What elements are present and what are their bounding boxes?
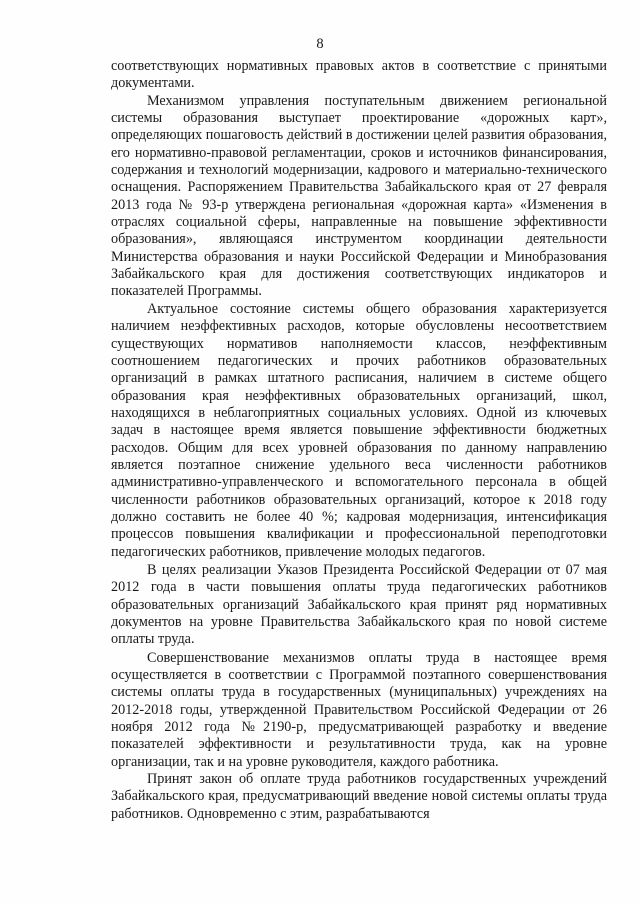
paragraph-continuation: соответствующих нормативных правовых актов в соответствие с принятыми документами. xyxy=(111,58,607,92)
paragraph-current-state: Актуальное состояние системы общего образования характеризуется наличием неэффективных расходов, которые обусловлены несоответствием существующих нормативов наполняемости классов, неэффективным соотношением педагогических и прочих работников образовательных организаций в рамках штатного расписания, наличием в системе общего образования края неэффективных образовательных организаций, школ, находящихся в неблагоприятных социальных условиях. Одной из ключевых задач в настоящее время является повышение эффективности бюджетных расходов. Общим для всех уровней образования по данному направлению является поэтапное снижение удельного веса численности работников административно-управленческого и вспомогательного персонала в общей численности работников образовательных организаций, которое к 2018 году должно составить не более 40 %; кадровая модернизация, интенсификация процессов повышения квалификации и профессиональной переподготовки педагогических работников, привлечение молодых педагогов. xyxy=(111,300,607,560)
paragraph-pay-law: Принят закон об оплате труда работников государственных учреждений Забайкальского края, предусматривающий введение новой системы оплаты труда работников. Одновременно с этим, разрабатываются xyxy=(111,771,607,822)
paragraph-roadmap: Механизмом управления поступательным движением региональной системы образования выступает проектирование «дорожных карт», определяющих пошаговость действий в достижении целей развития образования, его нормативно-правовой регламентации, сроков и источников финансирования, содержания и технологий модернизации, кадрового и материально-технического оснащения. Распоряжением Правительства Забайкальского края от 27 февраля 2013 года № 93-р утверждена региональная «дорожная карта» «Изменения в отраслях социальной сферы, направленные на повышение эффективности образования», являющаяся инструментом координации деятельности Министерства образования и науки Российской Федерации и Минобразования Забайкальского края для достижения соответствующих индикаторов и показателей Программы. xyxy=(111,92,608,300)
paragraph-pay-improvement: Совершенствование механизмов оплаты труда в настоящее время осуществляется в соответствии с Программой поэтапного совершенствования системы оплаты труда в государственных (муниципальных) учреждениях на 2012-2018 годы, утвержденной Правительством Российской Федерации от 26 ноября 2012 года №2190-р, предусматривающей разработку и введение показателей эффективности и результативности труда, как на уровне организации, так и на уровне руководителя, каждого работника. xyxy=(111,649,607,770)
paragraph-presidential-decrees: В целях реализации Указов Президента Российской Федерации от 07 мая 2012 года в части повышения оплаты труда педагогических работников образовательных организаций Забайкальского края принят ряд нормативных документов на уровне Правительства Забайкальского края по новой системе оплаты труда. xyxy=(111,561,607,648)
page-number: 8 xyxy=(316,36,324,52)
body-text xyxy=(111,58,607,823)
